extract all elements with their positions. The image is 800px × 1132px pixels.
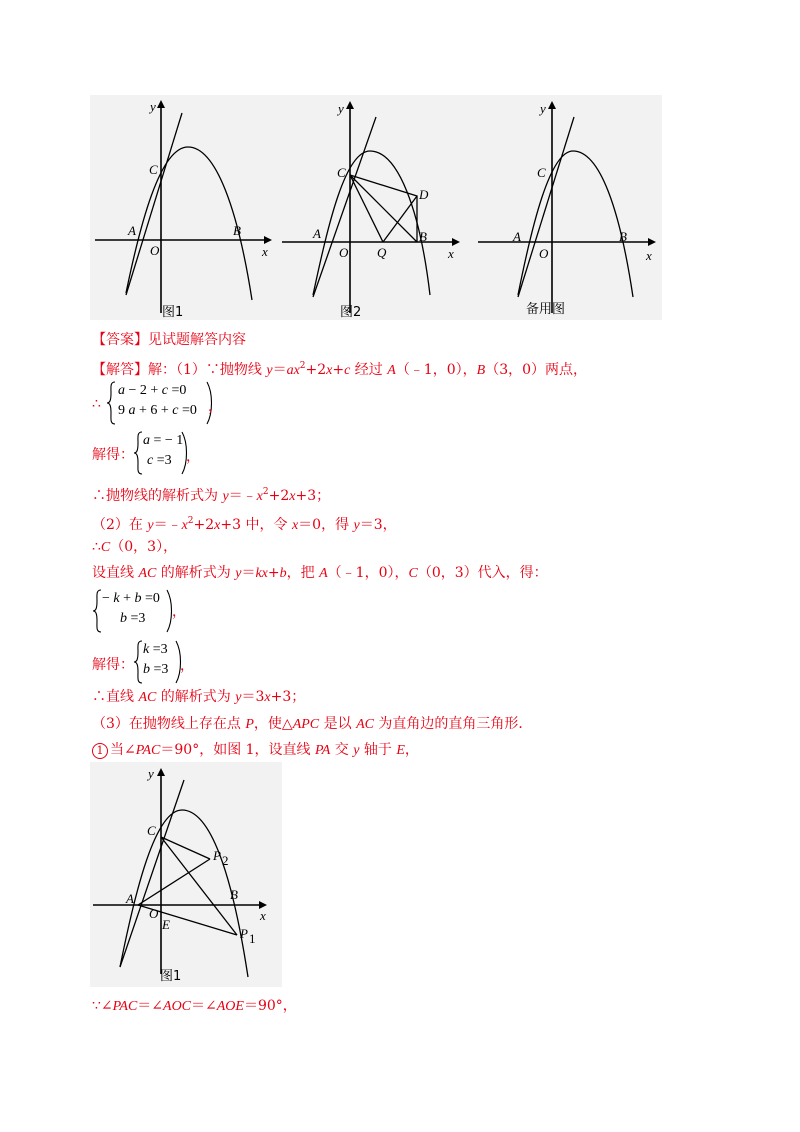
answer-line (92, 331, 246, 349)
text-span: ∵∠ (92, 998, 113, 1014)
answer-body: 见试题解答内容 (148, 332, 246, 348)
fig1-x-label: x (262, 244, 268, 259)
text-span: + (267, 565, 280, 581)
text-span: ＝ (241, 565, 256, 581)
text-span: PAC (135, 743, 161, 758)
text-span: AC (138, 566, 157, 581)
fig4-point-a: A (126, 891, 134, 906)
fig2-point-c: C (337, 165, 346, 180)
text-span: ＝0，得 (298, 517, 354, 533)
text-span: +3； (270, 689, 306, 705)
text-span: ， (180, 658, 194, 674)
text-span: 解得： (92, 657, 134, 673)
text-span: ，使△ (253, 716, 293, 732)
solution-line-7 (92, 715, 532, 734)
solution-line-4 (92, 538, 177, 557)
solution-line-5 (92, 564, 548, 583)
jiede-label-1 (92, 446, 134, 464)
text-span: 的解析式为 (156, 689, 236, 705)
text-span: （﹣1，0）， (327, 565, 409, 581)
fig4-caption: 图1 (160, 969, 182, 984)
text-span: kx (255, 566, 268, 581)
solution-line-6 (92, 688, 305, 707)
fig1-point-a: A (128, 223, 136, 238)
fig4-point-o: O (149, 906, 159, 921)
text-span: 9 (118, 403, 129, 418)
text-span: ＝3 (241, 689, 265, 705)
fig4-y-label: y (148, 766, 154, 781)
text-span: 经过 (350, 362, 388, 378)
equation-system-2 (133, 431, 193, 475)
text-span: C (100, 540, 111, 555)
text-span: x (264, 690, 271, 705)
fig2-point-d: D (419, 187, 429, 202)
text-span: AC (138, 690, 157, 705)
text-span: y (353, 743, 360, 758)
text-span: ＝90°， (243, 998, 297, 1014)
text-span: b (120, 611, 127, 626)
text-span: ， (208, 399, 222, 415)
text-span: E (396, 743, 405, 758)
text-span: ＝∠ (191, 998, 217, 1014)
text-span: 2 (299, 361, 306, 371)
text-span: ＝3， (359, 517, 397, 533)
comma (172, 603, 186, 621)
text-span: y (235, 566, 242, 581)
text-span: 轴于 (359, 742, 397, 758)
text-span: C (408, 566, 418, 581)
text-span: + (119, 591, 135, 606)
text-span: y (147, 518, 154, 533)
text-span: ＝90°，如图 1，设直线 (160, 742, 315, 758)
fig4-point-p2-subscript: 2 (222, 853, 229, 868)
comma (180, 657, 194, 675)
text-span: ∴抛物线的解析式为 (92, 488, 223, 504)
solution-tag: 【解答】 (92, 362, 148, 378)
fig2-caption: 图2 (340, 305, 362, 320)
text-span: x (289, 489, 296, 504)
text-span: ，把 (286, 565, 320, 581)
text-span: =0 (141, 591, 160, 606)
text-span: + 6 + (135, 403, 173, 418)
fig4-x-label: x (260, 908, 266, 923)
text-span: PA (315, 743, 331, 758)
text-span: c (147, 453, 154, 468)
fig3-point-a: A (513, 229, 521, 244)
text-span: y (222, 489, 229, 504)
text-span: P (245, 717, 254, 732)
therefore-symbol (92, 395, 101, 413)
text-span: 的解析式为 (156, 565, 236, 581)
text-span: =3 (153, 453, 172, 468)
fig2-y-label: y (338, 101, 344, 116)
figure-2 (280, 95, 472, 320)
text-span: （2）在 (92, 517, 148, 533)
equation-system-3 (92, 589, 182, 633)
fig1-point-b: B (233, 223, 241, 238)
text-span: =3 (149, 642, 168, 657)
text-span: AC (356, 717, 374, 732)
text-span: =0 (178, 403, 197, 418)
text-span: （3）在抛物线上存在点 (92, 716, 246, 732)
text-span: c (344, 363, 351, 378)
text-span: b (134, 591, 142, 606)
text-span: B (476, 363, 486, 378)
text-span: c (172, 403, 179, 418)
text-span: =3 (127, 611, 146, 626)
fig3-x-label: x (646, 248, 652, 263)
figure-1 (90, 95, 282, 320)
text-span: +2 (193, 517, 215, 533)
text-span: b (143, 662, 150, 677)
fig1-point-c: C (149, 162, 158, 177)
fig2-point-a: A (313, 226, 321, 241)
text-span: （﹣1，0）， (395, 362, 477, 378)
text-span: =0 (168, 383, 187, 398)
fig3-caption: 备用图 (526, 302, 566, 317)
text-span: +2 (305, 362, 327, 378)
text-span: 2 (187, 516, 194, 526)
text-span: +3； (295, 488, 331, 504)
text-span: 交 (330, 742, 354, 758)
text-span: +3 中，令 (220, 517, 292, 533)
text-span: x (214, 518, 221, 533)
text-span: 2 (262, 487, 269, 497)
fig3-point-c: C (537, 165, 546, 180)
text-span: a (118, 383, 125, 398)
text-span: ax (286, 363, 300, 378)
solution-line-8 (92, 741, 419, 760)
circled-number: 1 (92, 743, 108, 759)
text-span: 解：（1）∵抛物线 (148, 362, 267, 378)
fig2-x-label: x (448, 246, 454, 261)
jiede-label-2 (92, 656, 134, 674)
text-span: a (128, 403, 136, 418)
solution-line-3 (92, 512, 397, 535)
fig4-point-p1: P (240, 926, 248, 941)
text-span: （0，3）代入，得： (417, 565, 548, 581)
text-span: k (143, 642, 150, 657)
text-span: 设直线 (92, 565, 139, 581)
figure-4 (90, 762, 282, 987)
text-span: ∴直线 (92, 689, 139, 705)
solution-line-2 (92, 483, 330, 506)
text-span: 为直角边的直角三角形． (373, 716, 533, 732)
text-span: ＝∠ (137, 998, 164, 1014)
fig4-point-b: B (230, 887, 238, 902)
fig3-point-b: B (619, 229, 627, 244)
solution-line-9 (92, 997, 297, 1016)
text-span: AOC (163, 999, 192, 1014)
text-span: − 2 + (125, 383, 162, 398)
text-span: AOE (216, 999, 244, 1014)
text-span: A (387, 363, 396, 378)
text-span: c (161, 383, 169, 398)
equation-system-4 (133, 640, 183, 684)
text-span: 解得： (92, 447, 134, 463)
text-span: ∴ (92, 396, 101, 412)
figure-3 (470, 95, 662, 320)
fig2-point-o: O (339, 245, 349, 260)
text-span: =3 (150, 662, 169, 677)
text-span: x (291, 518, 299, 533)
text-span: （3，0）两点， (485, 362, 588, 378)
fig4-point-p1-subscript: 1 (249, 931, 256, 946)
text-span: y (353, 518, 360, 533)
text-span: − (102, 591, 114, 606)
text-span: （0，3）， (110, 539, 178, 555)
text-span: A (319, 566, 328, 581)
fig1-caption: 图1 (162, 305, 184, 320)
fig2-point-q: Q (377, 245, 387, 260)
comma (186, 448, 200, 466)
fig1-point-o: O (150, 243, 160, 258)
text-span: = − 1 (150, 433, 184, 448)
text-span: x (181, 518, 188, 533)
text-span: APC (292, 717, 320, 732)
text-span: y (235, 690, 242, 705)
text-span: ∴ (92, 539, 101, 555)
fig2-point-b: B (419, 229, 427, 244)
text-span: 是以 (319, 716, 357, 732)
text-span: ＝ (272, 362, 287, 378)
fig3-y-label: y (540, 101, 546, 116)
text-span: ＝﹣ (153, 517, 182, 533)
fig3-point-o: O (539, 246, 549, 261)
text-span: b (279, 566, 287, 581)
answer-tag: 【答案】 (92, 332, 148, 348)
text-span: x (256, 489, 263, 504)
comma (208, 398, 222, 416)
text-span: y (266, 363, 273, 378)
equation-system-1 (106, 381, 216, 425)
text-span: k (113, 591, 120, 606)
text-span: PAC (112, 999, 138, 1014)
fig4-point-e: E (162, 917, 170, 932)
fig4-point-p2: P (213, 848, 221, 863)
text-span: +2 (268, 488, 290, 504)
text-span: 当∠ (110, 742, 136, 758)
fig1-y-label: y (150, 99, 156, 114)
fig4-point-c: C (147, 823, 156, 838)
text-span: x (326, 363, 333, 378)
solution-line-1 (92, 357, 587, 380)
text-span: + (332, 362, 345, 378)
text-span: ， (186, 449, 200, 465)
text-span: ， (404, 742, 419, 758)
text-span: a (143, 433, 150, 448)
text-span: ＝﹣ (228, 488, 257, 504)
text-span: ， (172, 604, 186, 620)
